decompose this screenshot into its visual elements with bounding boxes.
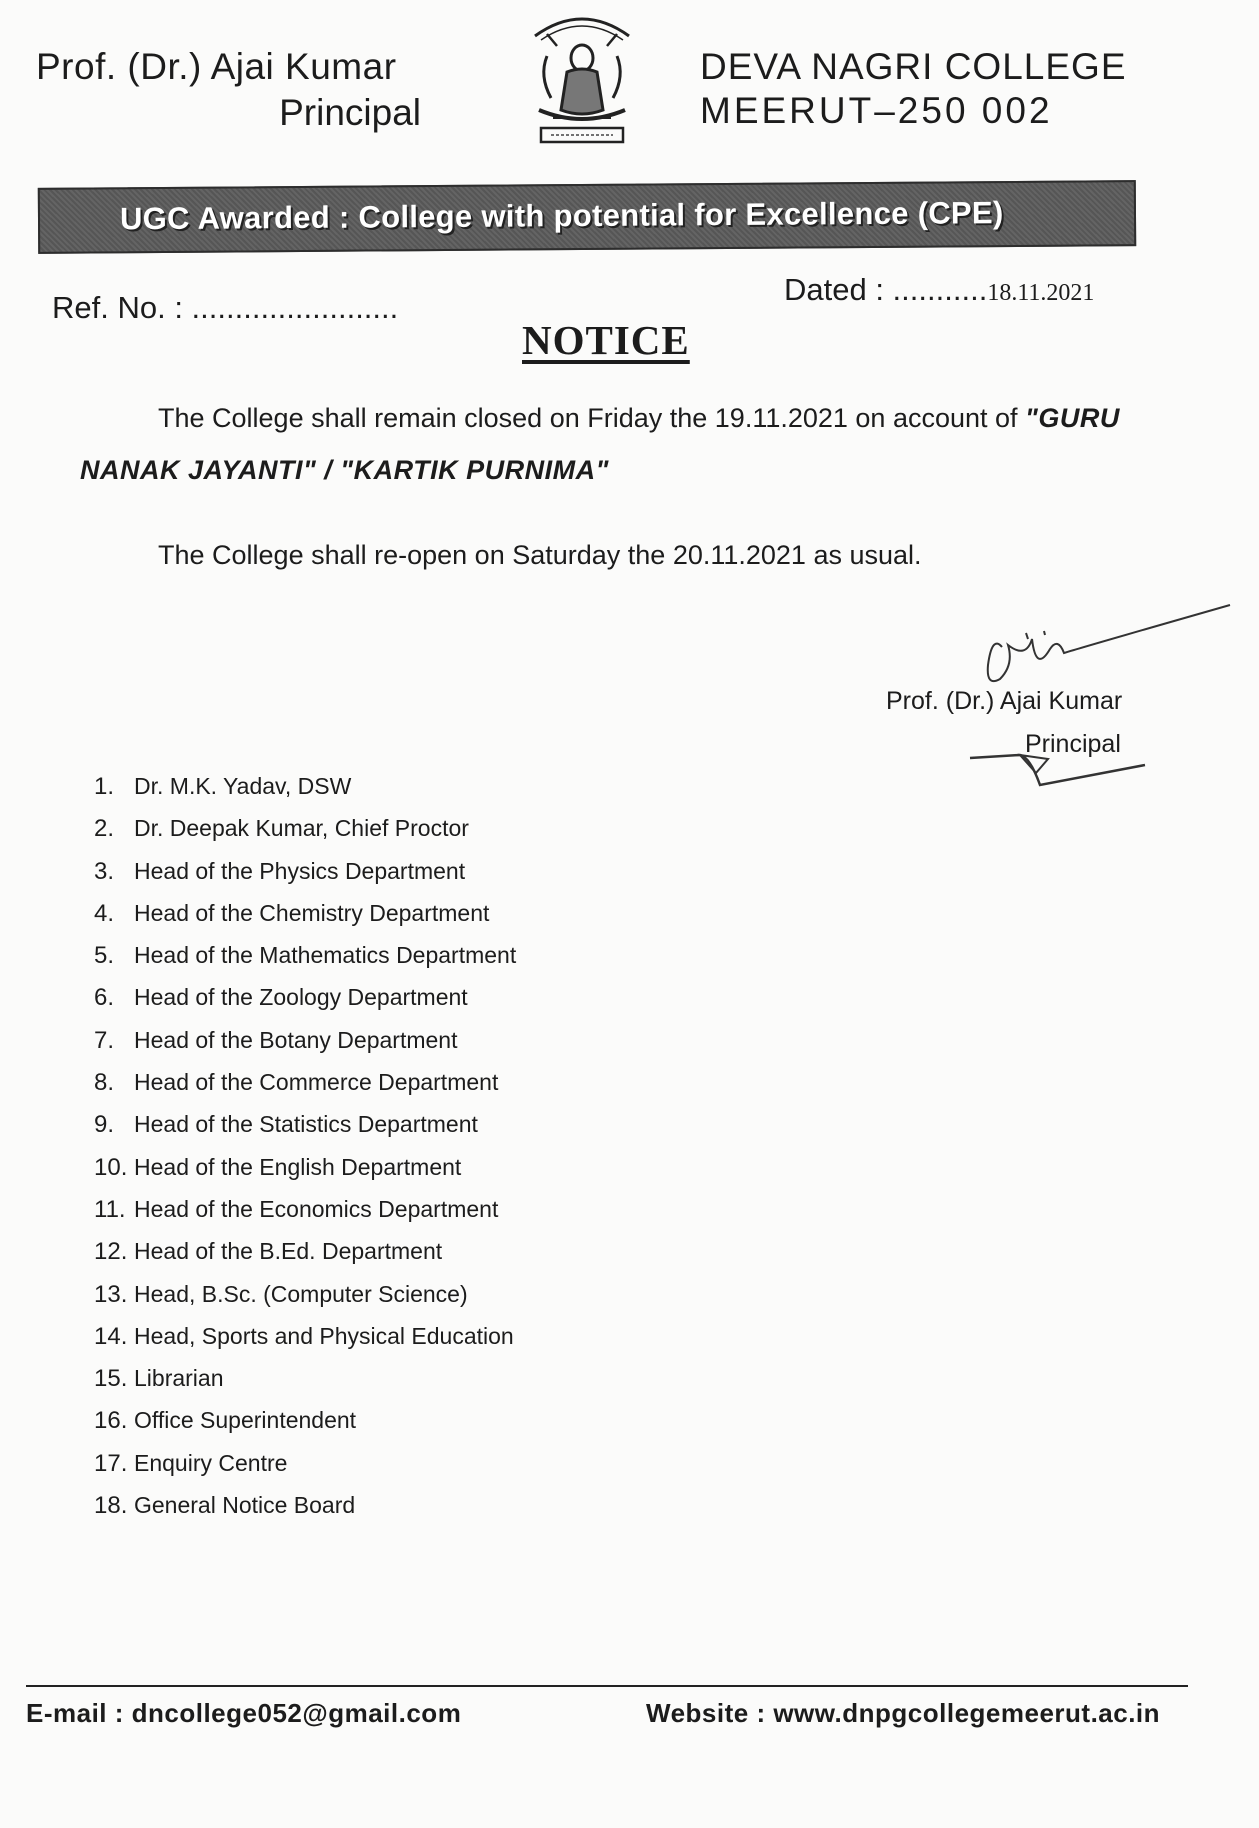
distribution-list [94,773,516,1534]
distribution-item [94,984,516,1026]
college-emblem-icon [517,6,647,158]
distribution-item-text: Dr. M.K. Yadav, DSW [134,773,352,799]
distribution-item [94,1323,516,1365]
award-banner [38,180,1136,254]
distribution-item [94,1365,516,1407]
footer-divider [26,1685,1188,1687]
distribution-item [94,1492,516,1534]
distribution-item-number: 3. [94,857,115,885]
distribution-item-number: 18. [94,1492,128,1520]
distribution-item-number: 7. [94,1026,115,1054]
principal-title: Principal [279,92,421,133]
distribution-item-text: Head of the Mathematics Department [134,942,517,969]
distribution-item [94,1154,516,1196]
distribution-item-text: Enquiry Centre [134,1449,288,1476]
distribution-item-text: Head of the English Department [134,1153,462,1180]
distribution-item [94,1196,516,1238]
distribution-item-text: Head of the Economics Department [134,1195,499,1222]
award-banner-text: UGC Awarded : College with potential for Excellence (CPE) [119,195,1004,237]
distribution-item-text: Head of the Chemistry Department [134,899,490,926]
distribution-item-number: 16. [94,1407,128,1435]
distribution-item-number: 14. [94,1322,128,1350]
distribution-item-text: Head, B.Sc. (Computer Science) [134,1280,468,1307]
distribution-item-text: Head of the Statistics Department [134,1111,478,1138]
distribution-item-number: 2. [94,815,115,843]
distribution-item-text: Head of the Commerce Department [134,1069,499,1096]
distribution-item [94,1069,516,1111]
distribution-item-number: 8. [94,1069,115,1097]
signatory-name: Prof. (Dr.) Ajai Kumar [886,687,1123,715]
principal-header [36,46,421,134]
distribution-item [94,942,516,984]
date-line [784,272,1094,308]
notice-title: NOTICE [522,317,690,363]
distribution-item-text: Office Superintendent [134,1407,357,1434]
distribution-item [94,1027,516,1069]
distribution-item-number: 4. [94,899,115,927]
occasion-text: "GURU NANAK JAYANTI" / "KARTIK PURNIMA" [80,403,1120,485]
distribution-item-number: 6. [94,984,115,1012]
distribution-item [94,1407,516,1449]
distribution-item-text: Head of the B.Ed. Department [134,1238,443,1265]
college-header [700,46,1127,132]
distribution-item [94,900,516,942]
distribution-item [94,815,516,857]
college-city: MEERUT–250 002 [700,90,1053,131]
distribution-item [94,1238,516,1280]
distribution-item-text: Head, Sports and Physical Education [134,1322,514,1349]
distribution-item-number: 5. [94,942,115,970]
footer-email: E-mail : dncollege052@gmail.com [26,1698,462,1728]
distribution-item-number: 9. [94,1111,115,1139]
closure-text: The College shall remain closed on Friday the 19.11.2021 on account of [158,403,1026,433]
distribution-item-number: 13. [94,1280,128,1308]
distribution-item-number: 10. [94,1153,128,1181]
distribution-item-number: 17. [94,1449,128,1477]
dated-value: 18.11.2021 [987,280,1095,306]
distribution-item-text: Dr. Deepak Kumar, Chief Proctor [134,815,469,842]
footer-website: Website : www.dnpgcollegemeerut.ac.in [646,1698,1161,1728]
signatory-title: Principal [1025,730,1121,758]
closure-paragraph [80,392,1140,496]
dated-label: Dated : ........... [784,272,988,307]
distribution-item [94,773,516,815]
distribution-item-text: Head of the Botany Department [134,1026,458,1053]
distribution-item-number: 11. [94,1195,126,1223]
reopen-paragraph: The College shall re-open on Saturday the 20.11.2021 as usual. [158,540,922,570]
distribution-item [94,1111,516,1153]
distribution-item-number: 12. [94,1238,128,1266]
college-name: DEVA NAGRI COLLEGE [700,46,1127,87]
distribution-item-text: Head of the Physics Department [134,857,466,884]
distribution-item-text: General Notice Board [134,1492,356,1519]
distribution-item-text: Librarian [134,1365,224,1392]
distribution-item [94,1450,516,1492]
ref-number: Ref. No. : ........................ [52,290,399,325]
principal-name: Prof. (Dr.) Ajai Kumar [36,46,397,87]
distribution-item-text: Head of the Zoology Department [134,984,468,1011]
distribution-item [94,858,516,900]
distribution-item-number: 15. [94,1365,128,1393]
distribution-item-number: 1. [94,773,115,800]
distribution-item [94,1281,516,1323]
